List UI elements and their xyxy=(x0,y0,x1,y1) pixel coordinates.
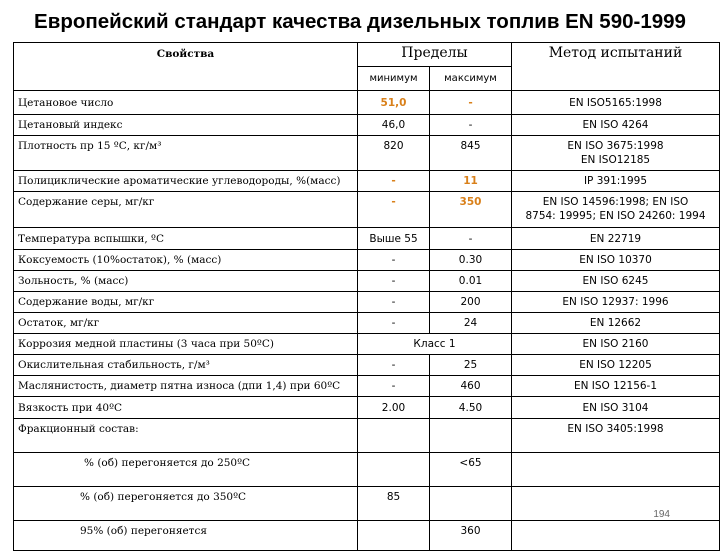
row-min xyxy=(358,453,430,487)
row-method: EN ISO 12156-1 xyxy=(512,376,720,397)
row-max: 200 xyxy=(430,292,512,313)
page-number: 194 xyxy=(653,509,670,520)
row-prop: Цетановый индекс xyxy=(14,115,358,136)
row-min: - xyxy=(358,271,430,292)
header-limits: Пределы xyxy=(358,43,512,67)
row-prop: Содержание воды, мг/кг xyxy=(14,292,358,313)
row-max: <65 xyxy=(430,453,512,487)
row-method: EN 12662 xyxy=(512,313,720,334)
row-method: EN ISO 12205 xyxy=(512,355,720,376)
row-min xyxy=(358,521,430,551)
row-prop: % (об) перегоняется до 350ºС xyxy=(14,487,358,521)
row-method: EN ISO 2160 xyxy=(512,334,720,355)
row-prop: Коксуемость (10%остаток), % (масс) xyxy=(14,250,358,271)
row-max: 360 xyxy=(430,521,512,551)
row-min: - xyxy=(358,355,430,376)
row-prop: Цетановое число xyxy=(14,91,358,115)
row-max xyxy=(430,487,512,521)
row-max: 845 xyxy=(430,136,512,171)
row-method: EN ISO 3104 xyxy=(512,397,720,419)
row-method: EN ISO 10370 xyxy=(512,250,720,271)
row-max: 24 xyxy=(430,313,512,334)
row-max: 11 xyxy=(430,171,512,192)
row-prop: Вязкость при 40ºС xyxy=(14,397,358,419)
row-min: 85 xyxy=(358,487,430,521)
row-min: - xyxy=(358,171,430,192)
row-prop: Коррозия медной пластины (3 часа при 50ºС) xyxy=(14,334,358,355)
row-min: 51,0 xyxy=(358,91,430,115)
row-prop: Содержание серы, мг/кг xyxy=(14,192,358,228)
row-prop: Температура вспышки, ºС xyxy=(14,228,358,250)
row-prop: Окислительная стабильность, г/м³ xyxy=(14,355,358,376)
row-merged-value: Класс 1 xyxy=(358,334,512,355)
row-method: EN ISO 3675:1998 EN ISO12185 xyxy=(512,136,720,171)
row-method: IP 391:1995 xyxy=(512,171,720,192)
row-method xyxy=(512,521,720,551)
row-min: - xyxy=(358,250,430,271)
row-prop: 95% (об) перегоняется xyxy=(14,521,358,551)
row-method: EN ISO 12937: 1996 xyxy=(512,292,720,313)
header-max: максимум xyxy=(430,67,512,91)
row-method: EN ISO 6245 xyxy=(512,271,720,292)
header-method: Метод испытаний xyxy=(512,43,720,91)
row-max: 25 xyxy=(430,355,512,376)
row-method: EN ISO 4264 xyxy=(512,115,720,136)
row-prop: Фракционный состав: xyxy=(14,419,358,453)
row-min: - xyxy=(358,292,430,313)
row-min: - xyxy=(358,313,430,334)
row-max xyxy=(430,419,512,453)
row-prop: Зольность, % (масс) xyxy=(14,271,358,292)
row-max: - xyxy=(430,115,512,136)
row-min xyxy=(358,419,430,453)
row-min: 46,0 xyxy=(358,115,430,136)
row-method: EN 22719 xyxy=(512,228,720,250)
header-min: минимум xyxy=(358,67,430,91)
row-prop: Полициклические ароматические углеводороды, %(масс) xyxy=(14,171,358,192)
row-method xyxy=(512,453,720,487)
row-max: - xyxy=(430,91,512,115)
row-method: EN ISO5165:1998 xyxy=(512,91,720,115)
row-max: - xyxy=(430,228,512,250)
header-properties: Свойства xyxy=(14,43,358,91)
row-max: 0.30 xyxy=(430,250,512,271)
row-max: 460 xyxy=(430,376,512,397)
row-method xyxy=(512,487,720,521)
row-min: Выше 55 xyxy=(358,228,430,250)
row-prop: % (об) перегоняется до 250ºС xyxy=(14,453,358,487)
row-prop: Остаток, мг/кг xyxy=(14,313,358,334)
row-prop: Маслянистость, диаметр пятна износа (дпи 1,4) при 60ºС xyxy=(14,376,358,397)
row-max: 4.50 xyxy=(430,397,512,419)
row-max: 350 xyxy=(430,192,512,228)
row-min: 2.00 xyxy=(358,397,430,419)
row-min: - xyxy=(358,376,430,397)
page-title: Европейский стандарт качества дизельных топлив EN 590-1999 xyxy=(34,10,686,33)
row-max: 0.01 xyxy=(430,271,512,292)
row-prop: Плотность пр 15 ºС, кг/м³ xyxy=(14,136,358,171)
fuel-standard-table xyxy=(13,42,720,551)
row-method: EN ISO 14596:1998; EN ISO 8754: 19995; EN ISO 24260: 1994 xyxy=(512,192,720,228)
row-min: 820 xyxy=(358,136,430,171)
row-method: EN ISO 3405:1998 xyxy=(512,419,720,453)
row-min: - xyxy=(358,192,430,228)
